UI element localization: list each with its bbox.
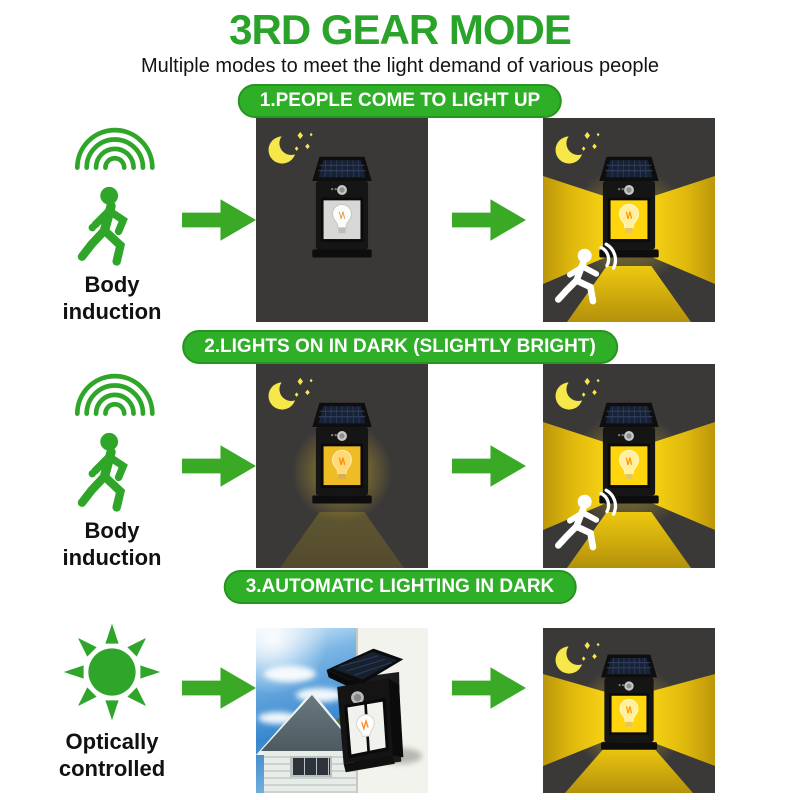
arrow-right-icon [452,196,526,244]
trigger-label: Body induction [62,271,162,324]
panel-night-lamp-lit-person [543,118,715,322]
arrow-right-icon [452,442,526,490]
section-1-heading: 1.PEOPLE COME TO LIGHT UP [238,84,562,118]
panel-night-lamp-lit [543,628,715,793]
cloud [264,666,316,682]
section-3-heading: 3.AUTOMATIC LIGHTING IN DARK [224,570,577,604]
arrow-right-icon [182,442,256,490]
trigger-optically-controlled [14,602,210,800]
trigger-body-induction-2 [14,362,210,572]
body-induction-icon [58,363,166,513]
trigger-label: Optically controlled [58,728,166,781]
faint-light-below [280,512,404,568]
panel-night-lamp-dim [256,364,428,568]
body-induction-icon [58,117,166,267]
section-2-heading: 2.LIGHTS ON IN DARK (SLIGHTLY BRIGHT) [182,330,618,364]
arrow-right-icon [452,664,526,712]
sun-icon [60,620,164,724]
trigger-label: Body induction [62,517,162,570]
section-2-row [0,362,800,572]
running-person-icon [555,486,621,562]
arrow-right-icon [182,664,256,712]
solar-lamp-lit [595,652,663,754]
trigger-body-induction-1 [14,116,210,326]
section-3-row [0,602,800,800]
page-title: 3RD GEAR MODE [229,6,571,53]
solar-lamp-daytime [318,642,414,781]
solar-lamp-off [306,154,378,262]
arrow-right-icon [182,196,256,244]
running-person-icon [555,240,621,316]
panel-daytime-photo [256,628,428,793]
section-1-row [0,116,800,326]
solar-lamp-dim [306,400,378,508]
page-subtitle: Multiple modes to meet the light demand of various people [140,55,660,77]
panel-night-lamp-off [256,118,428,322]
panel-night-lamp-lit-person [543,364,715,568]
